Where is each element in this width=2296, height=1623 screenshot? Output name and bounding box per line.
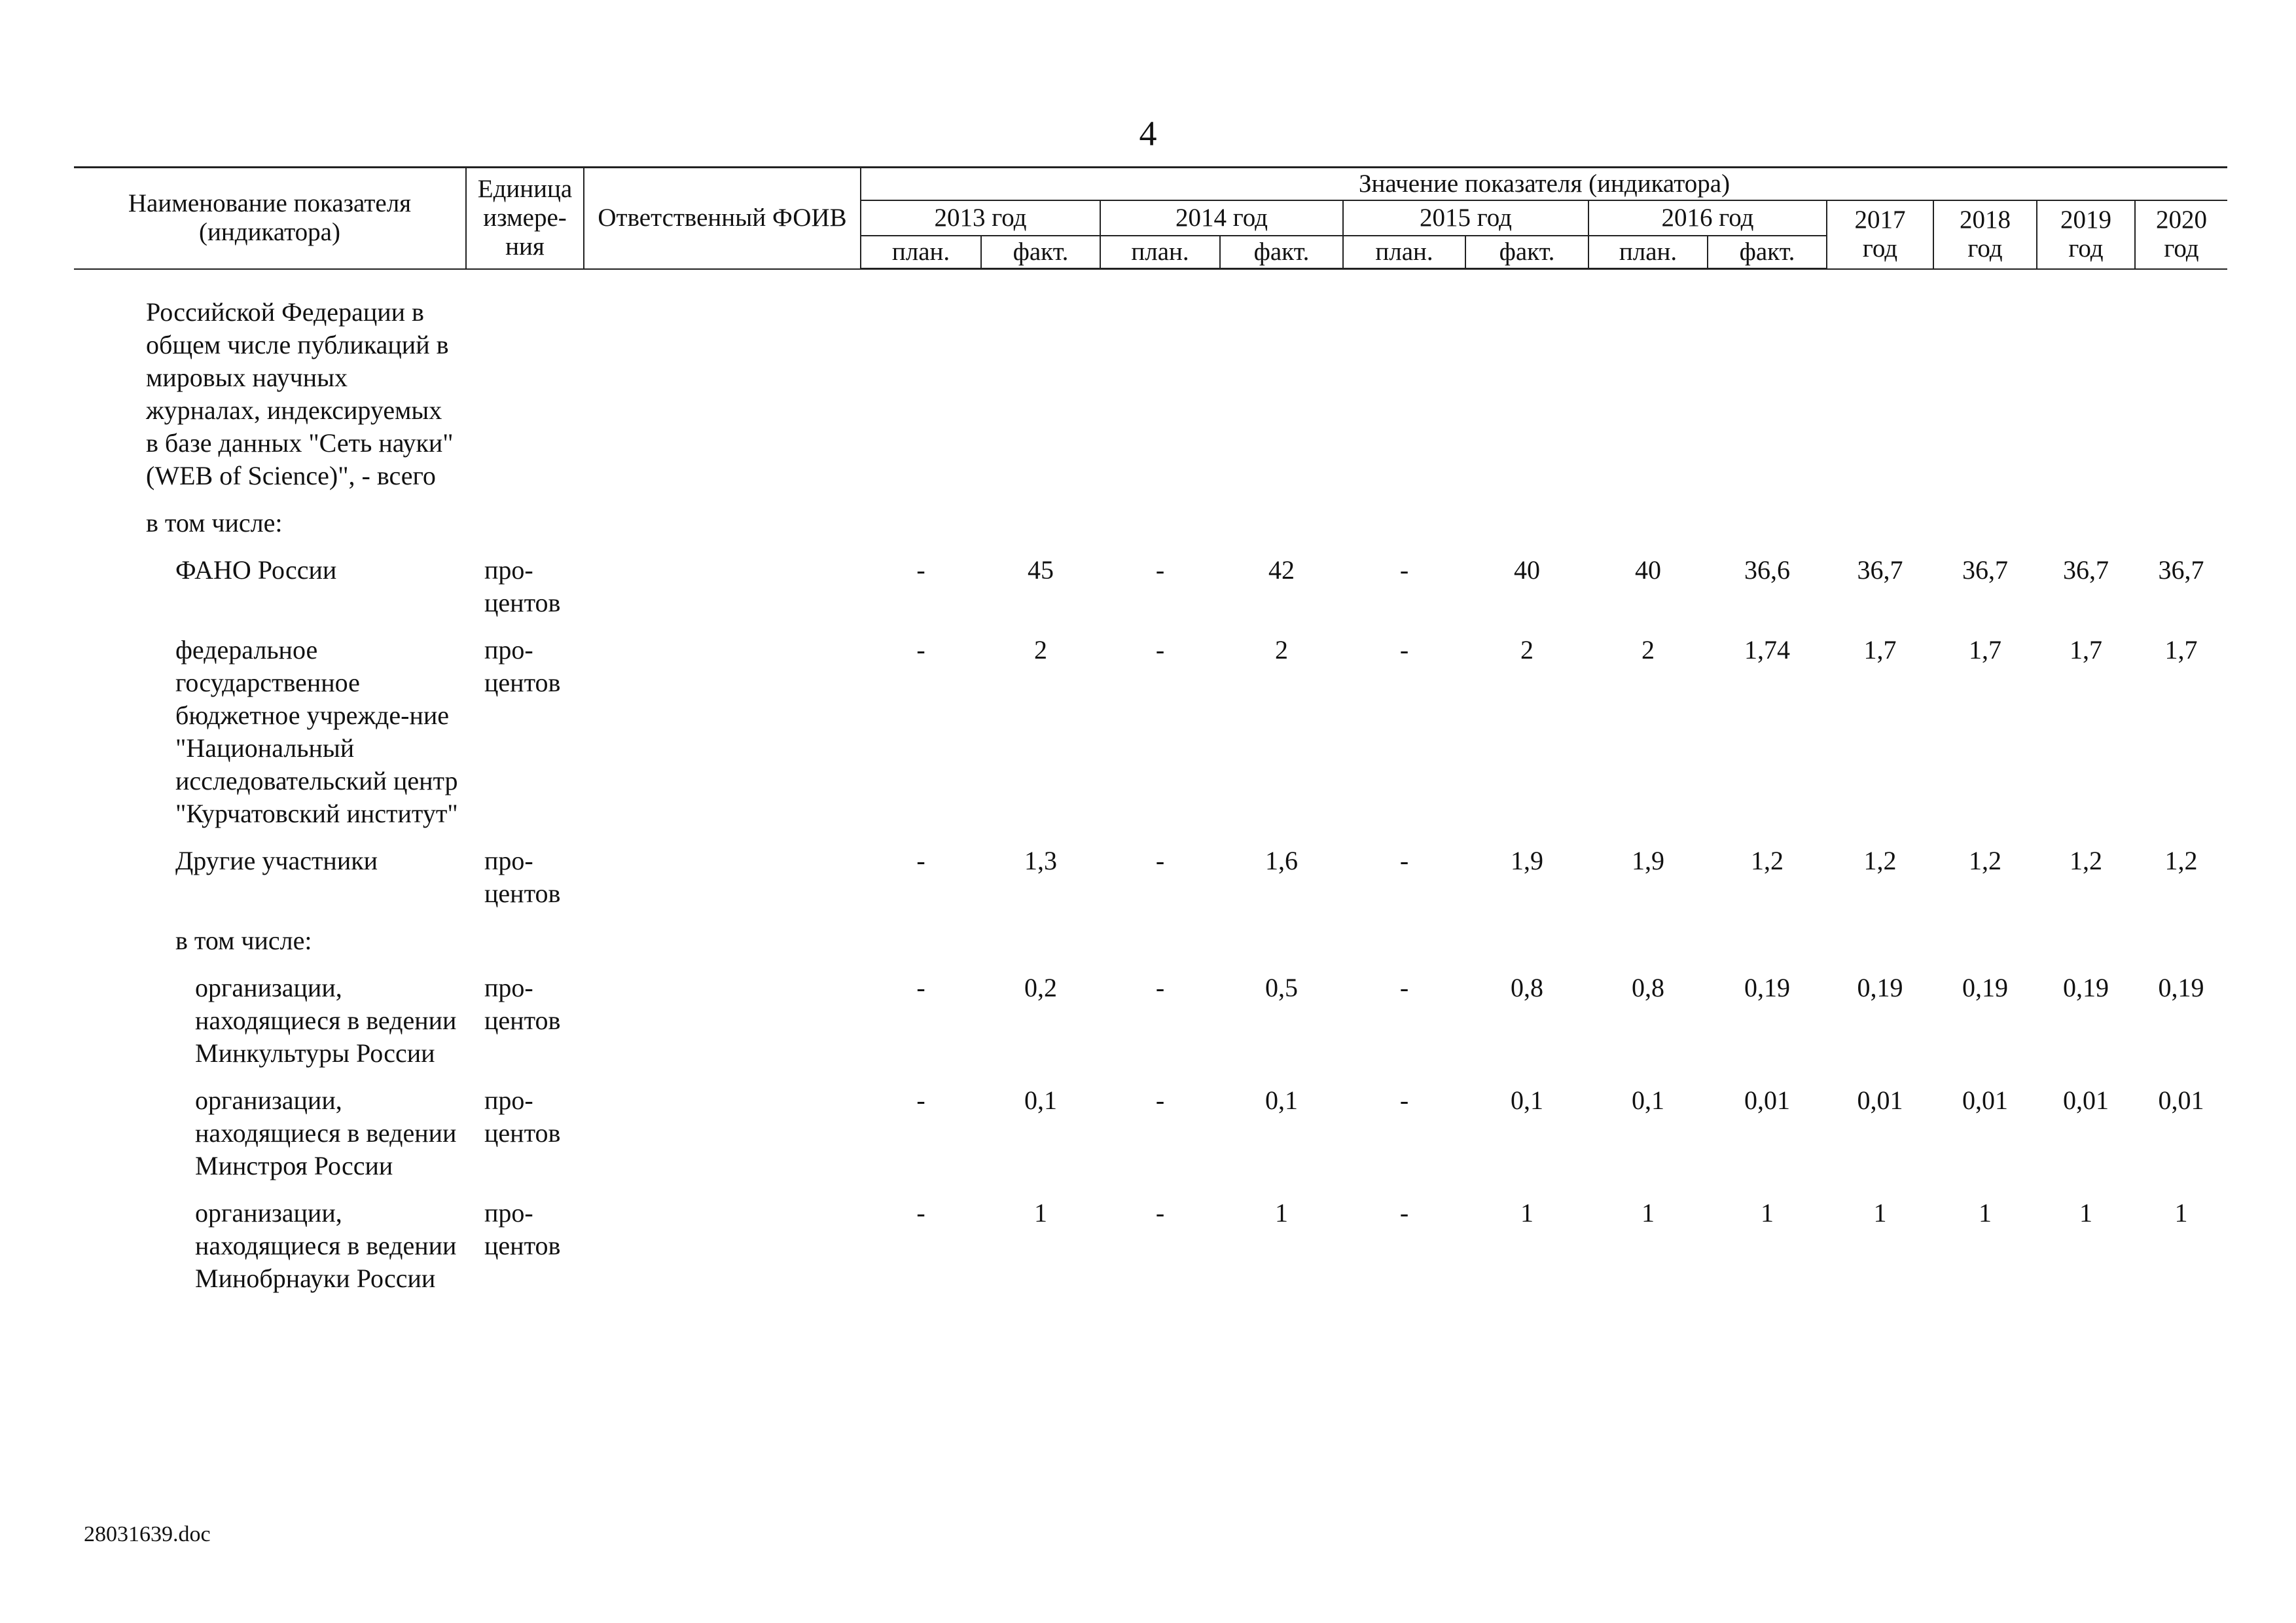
row-foiv bbox=[584, 924, 861, 972]
cell-2014-fact bbox=[1220, 283, 1343, 507]
row-unit: про-центов bbox=[484, 1085, 561, 1148]
cell-2019: 1 bbox=[2079, 1198, 2092, 1228]
cell-2018 bbox=[1933, 283, 2037, 507]
header-fact-2014: факт. bbox=[1220, 236, 1343, 269]
header-foiv: Ответственный ФОИВ bbox=[584, 168, 861, 269]
cell-2014-plan bbox=[1100, 924, 1220, 972]
cell-2014-plan: - bbox=[1155, 1085, 1165, 1115]
cell-2015-fact: 0,1 bbox=[1511, 1085, 1543, 1115]
cell-2020: 1,7 bbox=[2164, 635, 2198, 665]
cell-2015-plan: - bbox=[1399, 1085, 1409, 1115]
cell-2013-plan: - bbox=[916, 1198, 925, 1228]
header-spacer bbox=[74, 269, 2227, 283]
header-plan-2016: план. bbox=[1588, 236, 1708, 269]
header-year-2020-god: год bbox=[2164, 234, 2199, 263]
cell-2013-plan: - bbox=[916, 555, 925, 585]
cell-2013-fact: 45 bbox=[1028, 555, 1054, 585]
cell-2016-fact: 36,6 bbox=[1744, 555, 1790, 585]
cell-2013-plan bbox=[861, 507, 981, 554]
cell-2019: 1,7 bbox=[2070, 635, 2102, 665]
cell-2015-plan: - bbox=[1399, 635, 1409, 665]
header-value-group: Значение показателя (индикатора) bbox=[861, 168, 2227, 201]
header-year-2017-god: год bbox=[1862, 234, 1898, 263]
cell-2016-plan: 1,9 bbox=[1632, 846, 1664, 875]
row-name: организации, находящиеся в ведении Минкультуры России bbox=[195, 973, 457, 1068]
table-header bbox=[74, 168, 2227, 269]
cell-2016-fact: 0,19 bbox=[1744, 973, 1790, 1002]
row-name: организации, находящиеся в ведении Минобрнауки России bbox=[195, 1198, 457, 1293]
cell-2015-plan: - bbox=[1399, 973, 1409, 1002]
table-row bbox=[74, 283, 2227, 507]
cell-2017: 36,7 bbox=[1857, 555, 1903, 585]
row-name: организации, находящиеся в ведении Минстроя России bbox=[195, 1085, 457, 1180]
cell-2016-plan: 2 bbox=[1641, 635, 1655, 665]
header-year-2017-num: 2017 bbox=[1854, 206, 1906, 234]
cell-2018: 36,7 bbox=[1962, 555, 2008, 585]
header-unit-line3: ния bbox=[505, 232, 545, 261]
cell-2014-plan bbox=[1100, 283, 1220, 507]
cell-2018: 1 bbox=[1979, 1198, 1992, 1228]
cell-2017 bbox=[1827, 924, 1933, 972]
cell-2014-plan bbox=[1100, 507, 1220, 554]
table-row bbox=[74, 634, 2227, 845]
header-fact-2016: факт. bbox=[1708, 236, 1827, 269]
cell-2020 bbox=[2135, 283, 2227, 507]
cell-2013-plan bbox=[861, 924, 981, 972]
cell-2019: 36,7 bbox=[2063, 555, 2109, 585]
cell-2013-plan: - bbox=[916, 846, 925, 875]
cell-2017: 0,19 bbox=[1857, 973, 1903, 1002]
cell-2017: 0,01 bbox=[1857, 1085, 1903, 1115]
cell-2016-plan: 40 bbox=[1635, 555, 1661, 585]
header-fact-2013: факт. bbox=[981, 236, 1100, 269]
cell-2015-fact: 40 bbox=[1514, 555, 1540, 585]
cell-2013-fact: 0,1 bbox=[1024, 1085, 1057, 1115]
header-unit-line1: Единица bbox=[477, 175, 573, 204]
row-foiv bbox=[584, 1084, 861, 1197]
cell-2019: 1,2 bbox=[2070, 846, 2102, 875]
cell-2016-plan: 0,8 bbox=[1632, 973, 1664, 1002]
cell-2017 bbox=[1827, 507, 1933, 554]
cell-2018: 0,19 bbox=[1962, 973, 2008, 1002]
cell-2016-fact: 0,01 bbox=[1744, 1085, 1790, 1115]
cell-2013-fact bbox=[981, 924, 1100, 972]
row-name: ФАНО России bbox=[175, 555, 337, 585]
cell-2020: 1,2 bbox=[2164, 846, 2198, 875]
header-year-2020-num: 2020 bbox=[2156, 206, 2208, 234]
cell-2014-fact: 1,6 bbox=[1265, 846, 1298, 875]
cell-2014-fact: 0,1 bbox=[1265, 1085, 1298, 1115]
header-year-2014: 2014 год bbox=[1100, 200, 1343, 236]
cell-2016-fact bbox=[1708, 507, 1827, 554]
table-row bbox=[74, 845, 2227, 924]
row-foiv bbox=[584, 634, 861, 845]
header-unit bbox=[466, 168, 584, 269]
table-body bbox=[74, 269, 2227, 1310]
cell-2015-fact: 0,8 bbox=[1511, 973, 1543, 1002]
cell-2017 bbox=[1827, 283, 1933, 507]
cell-2017: 1 bbox=[1873, 1198, 1887, 1228]
cell-2015-fact: 1 bbox=[1520, 1198, 1534, 1228]
cell-2019: 0,01 bbox=[2063, 1085, 2109, 1115]
cell-2020 bbox=[2135, 924, 2227, 972]
header-year-2018-num: 2018 bbox=[1960, 206, 2011, 234]
header-year-2017 bbox=[1827, 200, 1933, 269]
cell-2016-plan bbox=[1588, 283, 1708, 507]
cell-2016-fact: 1,74 bbox=[1744, 635, 1790, 665]
header-plan-2013: план. bbox=[861, 236, 981, 269]
row-foiv bbox=[584, 507, 861, 554]
cell-2015-plan: - bbox=[1399, 846, 1409, 875]
cell-2016-plan bbox=[1588, 924, 1708, 972]
row-name: в том числе: bbox=[175, 926, 312, 955]
cell-2013-fact bbox=[981, 507, 1100, 554]
cell-2013-fact: 0,2 bbox=[1024, 973, 1057, 1002]
cell-2018: 1,7 bbox=[1969, 635, 2001, 665]
cell-2020: 1 bbox=[2174, 1198, 2188, 1228]
cell-2018: 0,01 bbox=[1962, 1085, 2008, 1115]
cell-2020: 0,19 bbox=[2158, 973, 2204, 1002]
cell-2015-plan bbox=[1343, 283, 1465, 507]
table-row bbox=[74, 972, 2227, 1084]
row-name: Другие участники bbox=[175, 846, 378, 875]
cell-2013-plan: - bbox=[916, 973, 925, 1002]
cell-2016-fact bbox=[1708, 283, 1827, 507]
table-row bbox=[74, 507, 2227, 554]
cell-2013-fact bbox=[981, 283, 1100, 507]
table-row bbox=[74, 554, 2227, 634]
cell-2015-plan bbox=[1343, 924, 1465, 972]
cell-2020: 0,01 bbox=[2158, 1085, 2204, 1115]
row-unit: про-центов bbox=[484, 555, 561, 617]
cell-2017: 1,7 bbox=[1863, 635, 1897, 665]
cell-2019 bbox=[2037, 507, 2135, 554]
header-year-2018 bbox=[1933, 200, 2037, 269]
header-unit-line2: измере- bbox=[483, 204, 567, 232]
row-foiv bbox=[584, 554, 861, 634]
cell-2014-fact bbox=[1220, 507, 1343, 554]
cell-2019 bbox=[2037, 283, 2135, 507]
cell-2015-fact bbox=[1465, 283, 1588, 507]
header-year-2015: 2015 год bbox=[1343, 200, 1588, 236]
cell-2015-plan bbox=[1343, 507, 1465, 554]
row-unit bbox=[466, 283, 584, 507]
row-unit: про-центов bbox=[484, 1198, 561, 1260]
header-year-2016: 2016 год bbox=[1588, 200, 1827, 236]
row-foiv bbox=[584, 283, 861, 507]
cell-2018 bbox=[1933, 507, 2037, 554]
cell-2014-plan: - bbox=[1155, 555, 1165, 585]
cell-2014-fact: 0,5 bbox=[1265, 973, 1298, 1002]
cell-2013-fact: 1 bbox=[1034, 1198, 1047, 1228]
page-number: 4 bbox=[1139, 114, 1157, 153]
row-foiv bbox=[584, 972, 861, 1084]
cell-2015-fact: 2 bbox=[1520, 635, 1534, 665]
cell-2013-fact: 2 bbox=[1034, 635, 1047, 665]
row-unit bbox=[466, 507, 584, 554]
cell-2014-plan: - bbox=[1155, 1198, 1165, 1228]
header-year-2019 bbox=[2037, 200, 2135, 269]
cell-2016-fact bbox=[1708, 924, 1827, 972]
cell-2013-plan: - bbox=[916, 635, 925, 665]
cell-2016-plan bbox=[1588, 507, 1708, 554]
cell-2013-plan bbox=[861, 283, 981, 507]
row-name: Российской Федерации в общем числе публикаций в мировых научных журналах, индексируемых в базе данных "Сеть науки" (WEB of Science)", - всего bbox=[146, 297, 454, 490]
cell-2014-plan: - bbox=[1155, 635, 1165, 665]
table-row bbox=[74, 924, 2227, 972]
cell-2014-fact: 42 bbox=[1268, 555, 1295, 585]
header-year-2013: 2013 год bbox=[861, 200, 1100, 236]
cell-2014-plan: - bbox=[1155, 973, 1165, 1002]
cell-2016-fact: 1,2 bbox=[1751, 846, 1784, 875]
header-plan-2015: план. bbox=[1343, 236, 1465, 269]
row-unit: про-центов bbox=[484, 973, 561, 1035]
file-name-footer: 28031639.doc bbox=[84, 1522, 211, 1546]
cell-2019 bbox=[2037, 924, 2135, 972]
cell-2020: 36,7 bbox=[2158, 555, 2204, 585]
row-foiv bbox=[584, 845, 861, 924]
header-year-2019-god: год bbox=[2068, 234, 2104, 263]
cell-2015-fact bbox=[1465, 924, 1588, 972]
cell-2015-plan: - bbox=[1399, 1198, 1409, 1228]
header-plan-2014: план. bbox=[1100, 236, 1220, 269]
cell-2015-plan: - bbox=[1399, 555, 1409, 585]
indicator-table bbox=[74, 166, 2227, 1309]
cell-2013-fact: 1,3 bbox=[1024, 846, 1057, 875]
table-row bbox=[74, 1197, 2227, 1309]
header-fact-2015: факт. bbox=[1465, 236, 1588, 269]
cell-2014-fact: 1 bbox=[1275, 1198, 1288, 1228]
cell-2018: 1,2 bbox=[1969, 846, 2001, 875]
table-row bbox=[74, 1084, 2227, 1197]
cell-2015-fact: 1,9 bbox=[1511, 846, 1543, 875]
cell-2016-plan: 1 bbox=[1641, 1198, 1655, 1228]
cell-2013-plan: - bbox=[916, 1085, 925, 1115]
header-year-2018-god: год bbox=[1967, 234, 2003, 263]
cell-2018 bbox=[1933, 924, 2037, 972]
cell-2017: 1,2 bbox=[1863, 846, 1897, 875]
cell-2020 bbox=[2135, 507, 2227, 554]
row-name: в том числе: bbox=[146, 508, 283, 538]
header-indicator-name: Наименование показателя (индикатора) bbox=[74, 168, 466, 269]
cell-2016-fact: 1 bbox=[1761, 1198, 1774, 1228]
cell-2019: 0,19 bbox=[2063, 973, 2109, 1002]
row-unit: про-центов bbox=[484, 635, 561, 697]
row-unit: про-центов bbox=[484, 846, 561, 908]
row-name: федеральное государственное бюджетное учрежде-ние "Национальный исследовательский центр "Курчатовский институт" bbox=[175, 635, 458, 828]
cell-2014-plan: - bbox=[1155, 846, 1165, 875]
cell-2014-fact: 2 bbox=[1275, 635, 1288, 665]
cell-2016-plan: 0,1 bbox=[1632, 1085, 1664, 1115]
cell-2014-fact bbox=[1220, 924, 1343, 972]
row-foiv bbox=[584, 1197, 861, 1309]
header-year-2019-num: 2019 bbox=[2060, 206, 2111, 234]
header-year-2020 bbox=[2135, 200, 2227, 269]
cell-2015-fact bbox=[1465, 507, 1588, 554]
row-unit bbox=[466, 924, 584, 972]
